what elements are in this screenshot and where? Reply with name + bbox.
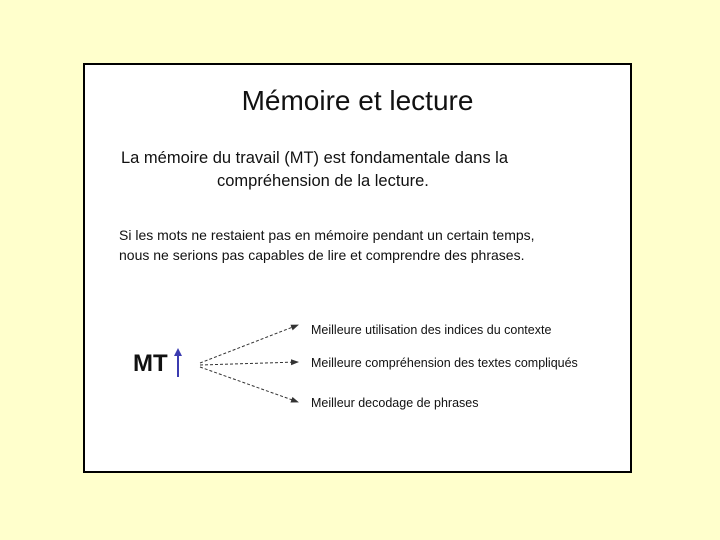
mt-label: MT xyxy=(133,350,168,377)
slide-title: Mémoire et lecture xyxy=(241,85,474,116)
outcome-text-comprehension: Meilleure compréhension des textes compliqués xyxy=(311,356,578,370)
intro-paragraph xyxy=(121,147,508,193)
explanation-paragraph-line-2: nous ne serions pas capables de lire et comprendre des phrases. xyxy=(119,247,525,263)
arrow-fan xyxy=(85,65,634,475)
slide xyxy=(83,63,632,473)
explanation-paragraph-line-1: Si les mots ne restaient pas en mémoire pendant un certain temps, xyxy=(119,227,535,243)
arrow-to-outcome-2 xyxy=(200,362,298,365)
arrow-to-outcome-3 xyxy=(200,367,298,402)
intro-paragraph-line-2: compréhension de la lecture. xyxy=(217,172,429,190)
outcome-context-cues: Meilleure utilisation des indices du contexte xyxy=(311,323,552,337)
outcome-sentence-decoding: Meilleur decodage de phrases xyxy=(311,396,479,410)
explanation-paragraph xyxy=(119,225,535,265)
up-arrow-icon xyxy=(173,348,183,378)
arrow-to-outcome-1 xyxy=(200,325,298,363)
intro-paragraph-line-1: La mémoire du travail (MT) est fondamentale dans la xyxy=(121,149,509,167)
